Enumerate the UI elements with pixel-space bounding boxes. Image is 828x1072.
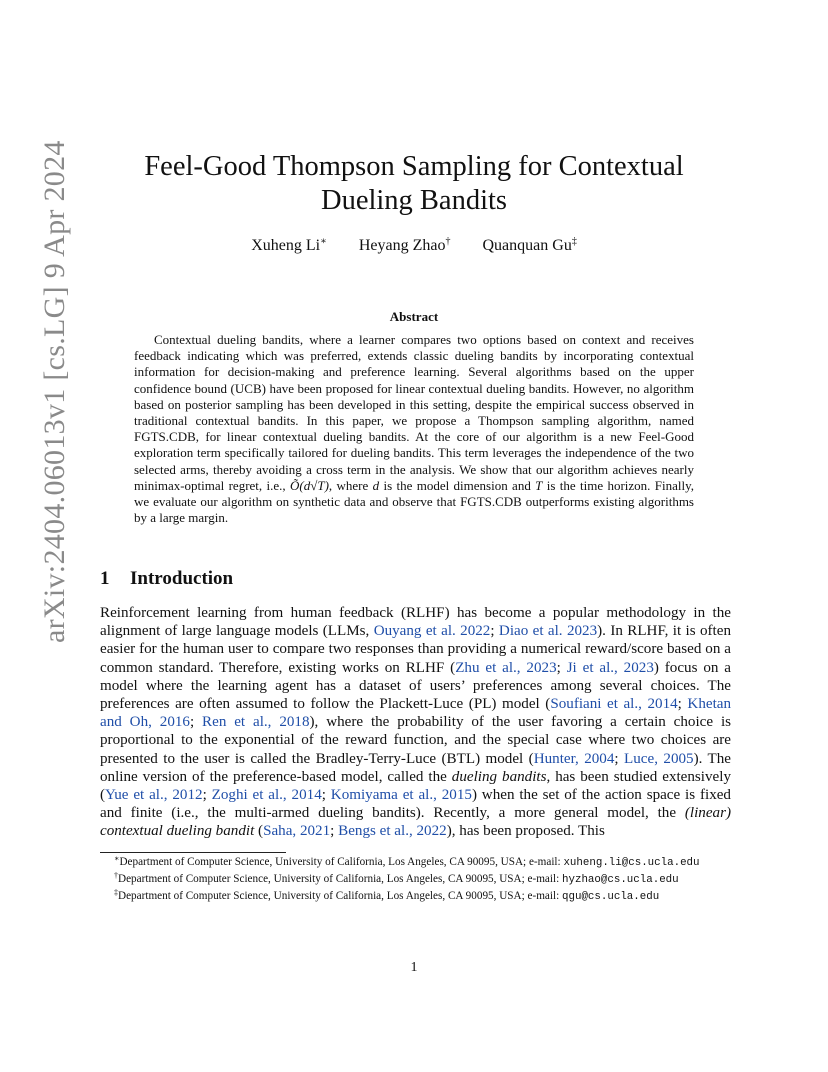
footnote-text: Department of Computer Science, University of California, Los Angeles, CA 90095, USA; e-mail:: [119, 856, 564, 868]
citation-link[interactable]: Soufiani et al., 2014: [550, 696, 678, 713]
section-number: 1: [100, 568, 110, 589]
abstract-text-part: is the model dimension and: [379, 477, 536, 493]
body-text: ;: [189, 714, 203, 731]
body-text: ). The online version of the preference-based model, called the: [100, 750, 732, 785]
abstract-text-part: is the time horizon. Finally, we evaluate our algorithm on synthetic data and observe that FGTS.CDB outperforms existing algorithms by a large margin.: [134, 477, 694, 526]
author-list: [100, 236, 728, 256]
page-number: 1: [410, 960, 418, 975]
footnote-2: [100, 872, 731, 887]
section-heading: [100, 568, 233, 590]
body-text: ;: [556, 659, 567, 676]
email-address[interactable]: hyzhao@cs.ucla.edu: [562, 874, 679, 887]
citation-link[interactable]: Khetan and Oh, 2016: [100, 696, 732, 731]
citation-link[interactable]: Saha, 2021: [263, 823, 331, 840]
citation-link[interactable]: Luce, 2005: [624, 750, 694, 767]
citation-link[interactable]: Ji et al., 2023: [566, 659, 654, 676]
citation-link[interactable]: Ouyang et al. 2022: [373, 623, 491, 640]
body-text: ;: [490, 623, 499, 640]
citation-link[interactable]: Komiyama et al., 2015: [330, 787, 472, 804]
abstract-text-part: Contextual dueling bandits, where a learner compares two options based on context and receives feedback indicating which was preferred, extends classic dueling bandits by incorporating contextual information for decision-making and preference learning. Several algorithms based on the upper confidence bound (UCB) have been proposed for linear contextual dueling bandits. However, no algorithm based on posterior sampling has been developed in this setting, despite the empirical success observed in traditional contextual bandits. In this paper, we propose a Thompson sampling algorithm, named FGTS.CDB, for linear contextual dueling bandits. At the core of our algorithm is a new Feel-Good exploration term specifically tailored for dueling bandits. This term leverages the independence of the two selected arms, thereby avoiding a cross term in the analysis. We show that our algorithm achieves nearly minimax-optimal regret, i.e.,: [134, 332, 694, 493]
abstract-heading: Abstract: [389, 309, 439, 324]
footnote-divider: [100, 852, 286, 853]
body-text: (: [254, 823, 264, 840]
math-variable: d: [372, 477, 380, 493]
body-text: ;: [330, 823, 339, 840]
abstract-text-part: , where: [328, 477, 373, 493]
author-footnote-mark[interactable]: †: [445, 236, 451, 247]
abstract-text: [134, 332, 694, 526]
section-title: Introduction: [130, 568, 234, 589]
citation-link[interactable]: Zhu et al., 2023: [455, 659, 557, 676]
author-name: Quanquan Gu: [482, 237, 572, 254]
footnote-text: Department of Computer Science, University of California, Los Angeles, CA 90095, USA; e-mail:: [118, 873, 562, 886]
regret-bound-math: Õ(d√T): [290, 477, 329, 493]
body-text: ) when the set of the action space is fixed and finite (i.e., the multi-armed dueling bandits). Recently, a more general model, the: [100, 787, 731, 822]
body-text: ;: [614, 750, 625, 767]
footnote-mark: †: [114, 871, 118, 881]
math-variable: T: [535, 477, 543, 493]
paper-title: Feel-Good Thompson Sampling for Contextual Dueling Bandits: [144, 151, 684, 216]
footnotes: [100, 855, 731, 907]
body-text: ;: [677, 696, 688, 713]
author-footnote-mark[interactable]: ∗: [320, 236, 327, 247]
body-text: Reinforcement learning from human feedback (RLHF) has become a popular methodology in the alignment of large language models (LLMs,: [100, 605, 731, 640]
emphasized-term: (linear) contextual dueling bandit: [100, 805, 731, 840]
body-text: ), where the probability of the user favoring a certain choice is proportional to the exponential of the reward function, and the special case where two choices are presented to the user is called the Bradley-Terry-Luce (BTL) model (: [100, 714, 732, 767]
citation-link[interactable]: Hunter, 2004: [533, 750, 615, 767]
footnote-1: [100, 855, 731, 870]
citation-link[interactable]: Diao et al. 2023: [498, 623, 598, 640]
author-name: Xuheng Li: [251, 237, 321, 254]
body-text: ), has been proposed. This: [446, 823, 605, 840]
citation-link[interactable]: Zoghi et al., 2014: [211, 787, 322, 804]
email-address[interactable]: xuheng.li@cs.ucla.edu: [563, 857, 700, 869]
body-text: ). In RLHF, it is often easier for the human user to compare two responses than providing a numerical reward/score based on a common standard. Therefore, existing works on RLHF (: [100, 623, 731, 676]
footnote-3: [100, 889, 731, 904]
citation-link[interactable]: Bengs et al., 2022: [338, 823, 447, 840]
footnote-mark: ∗: [114, 854, 120, 863]
footnote-mark: ‡: [114, 888, 118, 898]
author-name: Heyang Zhao: [358, 237, 446, 254]
author-2: [359, 237, 451, 254]
body-text: ;: [321, 787, 331, 804]
citation-link[interactable]: Ren et al., 2018: [202, 714, 310, 731]
body-text: ;: [202, 787, 212, 804]
arxiv-identifier[interactable]: arXiv:2404.06013v1 [cs.LG] 9 Apr 2024: [38, 140, 71, 643]
body-text: ) focus on a model where the learning agent has a dataset of users’ preferences among several choices. The preferences are often assumed to follow the Plackett-Luce (PL) model (: [100, 659, 731, 713]
email-address[interactable]: qgu@cs.ucla.edu: [562, 891, 660, 904]
footnote-text: Department of Computer Science, University of California, Los Angeles, CA 90095, USA; e-mail:: [118, 890, 562, 903]
author-1: [251, 237, 327, 254]
author-3: [483, 237, 577, 254]
emphasized-term: dueling bandits: [451, 768, 547, 785]
citation-link[interactable]: Yue et al., 2012: [105, 787, 203, 804]
author-footnote-mark[interactable]: ‡: [571, 236, 577, 247]
body-text: , has been studied extensively (: [100, 768, 731, 804]
introduction-paragraph: [100, 604, 731, 841]
